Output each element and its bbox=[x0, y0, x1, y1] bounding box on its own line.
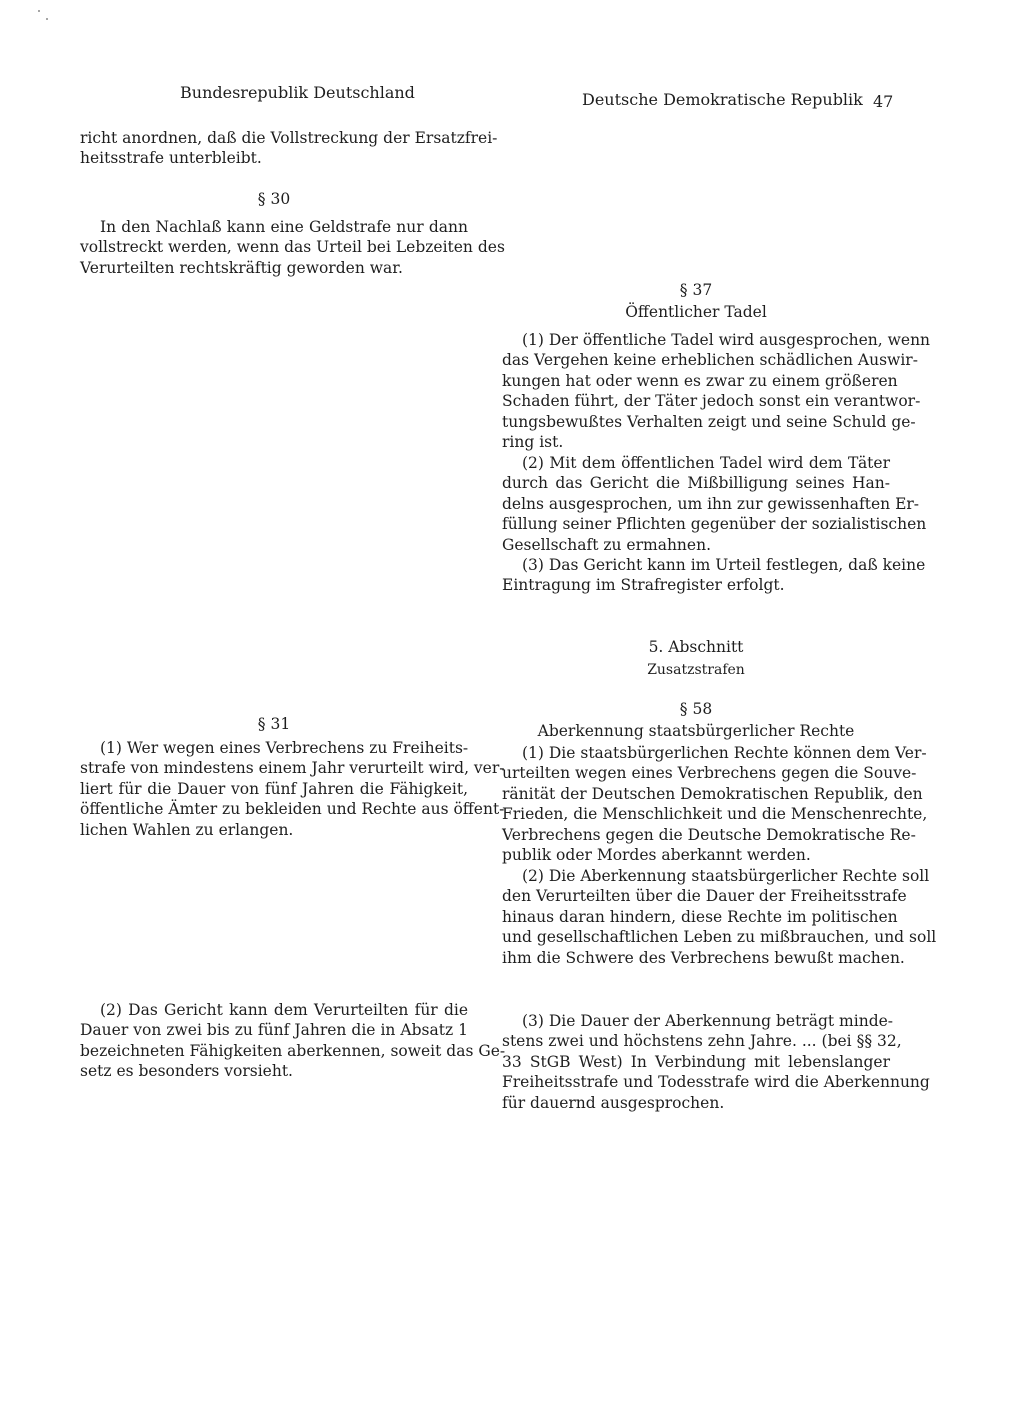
text-line: Dauer von zwei bis zu fünf Jahren die in Absatz 1 bbox=[80, 1021, 468, 1040]
text-line: 33 StGB West) In Verbindung mit lebenslanger bbox=[502, 1052, 890, 1071]
scan-speck bbox=[38, 10, 40, 12]
section-31-paragraph-1 bbox=[80, 738, 505, 840]
text-line: (3) Die Dauer der Aberkennung beträgt minde- bbox=[522, 1012, 894, 1030]
text-line: heitsstrafe unterbleibt. bbox=[80, 149, 262, 168]
text-line: (3) Das Gericht kann im Urteil festlegen, daß keine bbox=[522, 556, 926, 574]
section-31-paragraph-2 bbox=[80, 1000, 506, 1082]
text-line: setz es besonders vorsieht. bbox=[80, 1062, 293, 1081]
text-line: Verbrechens gegen die Deutsche Demokratische Re- bbox=[502, 825, 916, 844]
section-title-37: Öffentlicher Tadel bbox=[625, 303, 767, 321]
section-heading-37: § 37 bbox=[679, 281, 713, 299]
text-line: ihm die Schwere des Verbrechens bewußt machen. bbox=[502, 948, 905, 967]
text-line: und gesellschaftlichen Leben zu mißbrauchen, und soll bbox=[502, 928, 937, 947]
text-line: Eintragung im Strafregister erfolgt. bbox=[502, 576, 785, 595]
section-heading-31: § 31 bbox=[257, 715, 291, 733]
text-line: (1) Der öffentliche Tadel wird ausgesprochen, wenn bbox=[522, 331, 931, 349]
text-line: (2) Die Aberkennung staatsbürgerlicher Rechte soll bbox=[522, 867, 930, 885]
text-line: den Verurteilten über die Dauer der Freiheitsstrafe bbox=[502, 887, 907, 906]
section-title-58: Aberkennung staatsbürgerlicher Rechte bbox=[537, 722, 855, 740]
section-58-paragraph-2 bbox=[502, 866, 937, 968]
section-30-paragraph bbox=[80, 217, 505, 278]
text-line: (1) Wer wegen eines Verbrechens zu Freiheits- bbox=[100, 739, 469, 757]
section-58-paragraph-3 bbox=[502, 1011, 930, 1113]
header-right-title: Deutsche Demokratische Republik bbox=[582, 90, 863, 109]
section-58-paragraph-1 bbox=[502, 743, 928, 865]
text-line: In den Nachlaß kann eine Geldstrafe nur dann bbox=[100, 218, 468, 236]
text-line: Verurteilten rechtskräftig geworden war. bbox=[80, 258, 403, 277]
header-left-title: Bundesrepublik Deutschland bbox=[180, 83, 415, 102]
text-line: liert für die Dauer von fünf Jahren die Fähigkeit, bbox=[80, 779, 468, 798]
chapter-title: Zusatzstrafen bbox=[647, 662, 745, 678]
text-line: delns ausgesprochen, um ihn zur gewissenhaften Er- bbox=[502, 494, 920, 513]
text-line: ränität der Deutschen Demokratischen Republik, den bbox=[502, 784, 923, 803]
section-37-paragraph-2 bbox=[502, 453, 927, 555]
chapter-number: 5. Abschnitt bbox=[648, 638, 744, 656]
section-37-paragraph-3 bbox=[502, 555, 926, 596]
section-37-paragraph-1 bbox=[502, 330, 931, 452]
text-line: (2) Das Gericht kann dem Verurteilten für die bbox=[100, 1001, 468, 1019]
text-line: bezeichneten Fähigkeiten aberkennen, soweit das Ge- bbox=[80, 1041, 506, 1060]
text-line: Schaden führt, der Täter jedoch sonst ein verantwor- bbox=[502, 392, 921, 411]
text-line: vollstreckt werden, wenn das Urteil bei Lebzeiten des bbox=[80, 238, 505, 257]
text-line: öffentliche Ämter zu bekleiden und Rechte aus öffent- bbox=[80, 800, 505, 819]
text-line: kungen hat oder wenn es zwar zu einem größeren bbox=[502, 371, 898, 390]
text-line: das Vergehen keine erheblichen schädlichen Auswir- bbox=[502, 351, 918, 370]
text-line: (2) Mit dem öffentlichen Tadel wird dem Täter bbox=[522, 454, 890, 472]
section-heading-58: § 58 bbox=[679, 700, 713, 718]
text-line: stens zwei und höchstens zehn Jahre. ... (bei §§ 32, bbox=[502, 1032, 902, 1051]
text-line: publik oder Mordes aberkannt werden. bbox=[502, 845, 811, 864]
text-line: tungsbewußtes Verhalten zeigt und seine Schuld ge- bbox=[502, 412, 916, 431]
text-line: Frieden, die Menschlichkeit und die Menschenrechte, bbox=[502, 805, 928, 824]
text-line: für dauernd ausgesprochen. bbox=[502, 1093, 725, 1112]
page-number: 47 bbox=[873, 92, 894, 111]
text-line: Gesellschaft zu ermahnen. bbox=[502, 535, 711, 554]
text-line: urteilten wegen eines Verbrechens gegen die Souve- bbox=[502, 764, 917, 783]
text-line: richt anordnen, daß die Vollstreckung der Ersatzfrei- bbox=[80, 129, 498, 147]
section-heading-30: § 30 bbox=[257, 190, 291, 208]
text-line: Freiheitsstrafe und Todesstrafe wird die Aberkennung bbox=[502, 1073, 930, 1092]
text-line: lichen Wahlen zu erlangen. bbox=[80, 820, 294, 839]
text-line: strafe von mindestens einem Jahr verurteilt wird, ver- bbox=[80, 759, 505, 778]
text-line: durch das Gericht die Mißbilligung seines Han- bbox=[502, 474, 890, 493]
text-line: hinaus daran hindern, diese Rechte im politischen bbox=[502, 907, 898, 926]
text-line: ring ist. bbox=[502, 432, 564, 451]
continuation-paragraph bbox=[80, 128, 498, 169]
text-line: füllung seiner Pflichten gegenüber der sozialistischen bbox=[502, 515, 927, 534]
scan-speck bbox=[46, 18, 48, 20]
text-line: (1) Die staatsbürgerlichen Rechte können dem Ver- bbox=[522, 744, 927, 762]
